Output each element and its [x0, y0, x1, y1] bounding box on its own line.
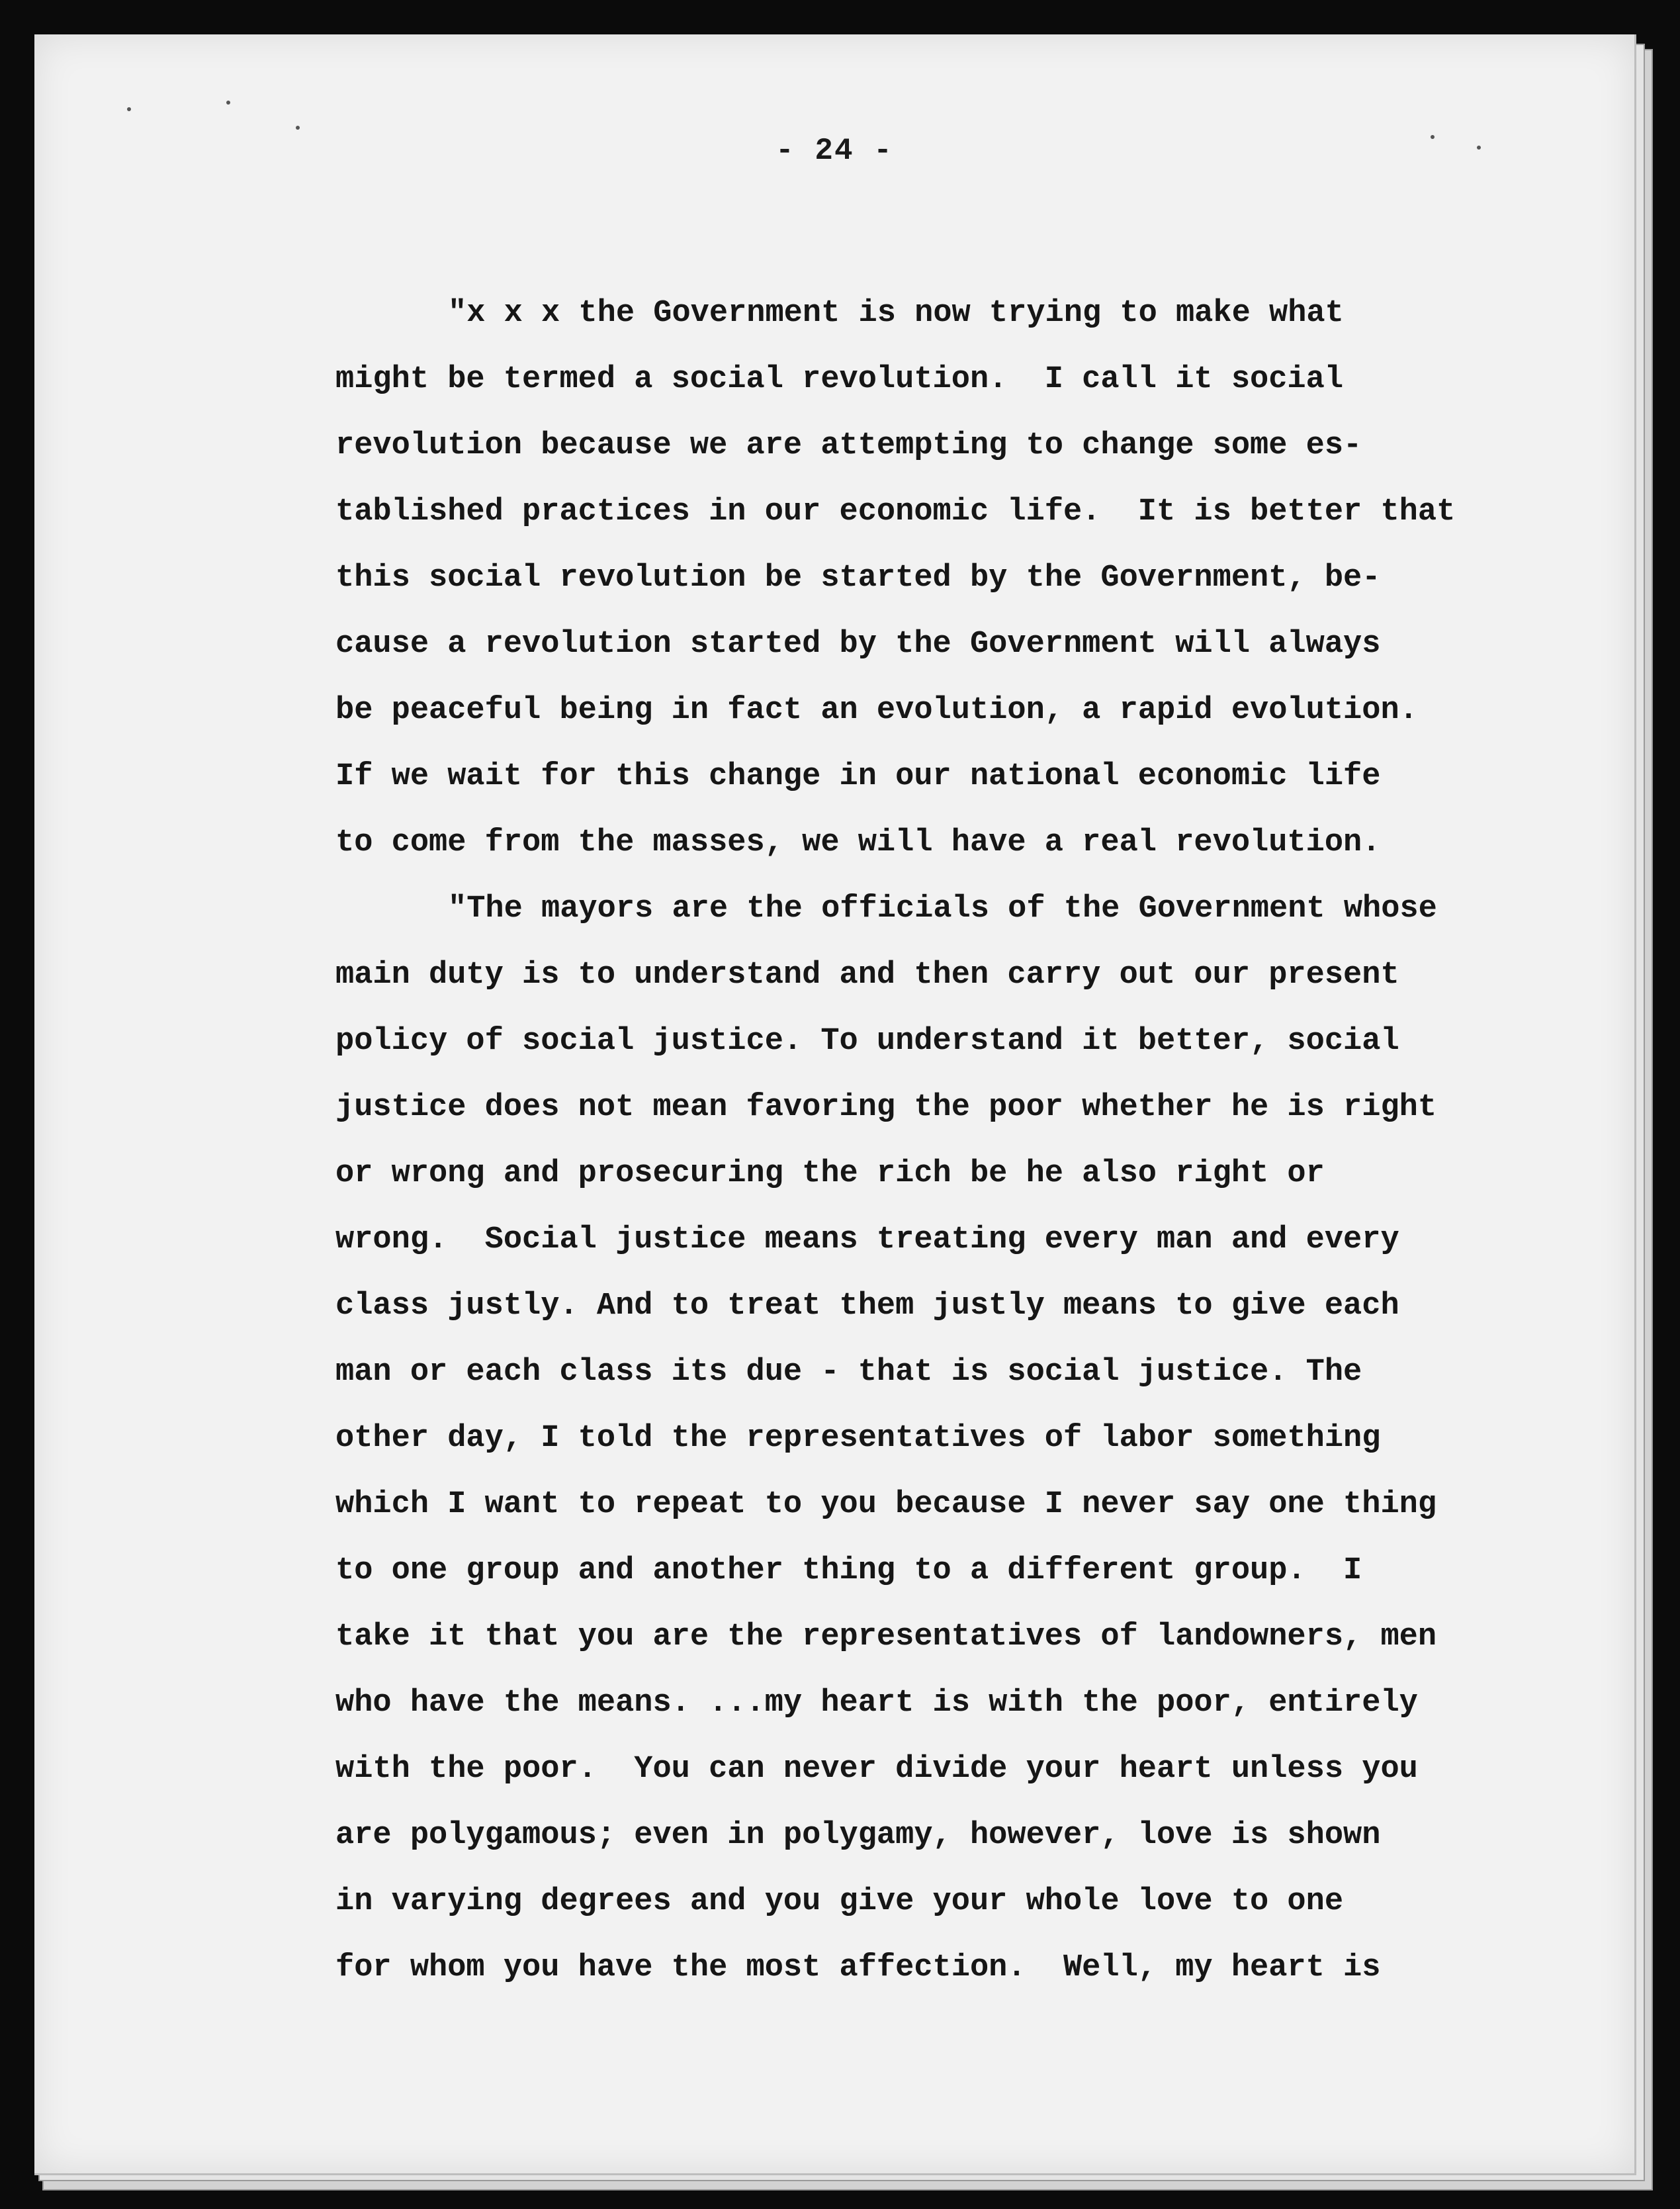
text-line: to one group and another thing to a different group. I — [335, 1553, 1362, 1588]
text-line: main duty is to understand and then carry out our present — [335, 958, 1399, 993]
text-line: class justly. And to treat them justly means to give each — [335, 1288, 1399, 1324]
text-line: other day, I told the representatives of labor something — [335, 1421, 1381, 1456]
text-line: this social revolution be started by the Government, be- — [335, 561, 1381, 596]
text-line: "x x x the Government is now trying to make what — [448, 296, 1344, 331]
text-line: in varying degrees and you give your whole love to one — [335, 1884, 1344, 1919]
text-line: tablished practices in our economic life. It is better that — [335, 494, 1456, 529]
text-line: with the poor. You can never divide your heart unless you — [335, 1752, 1418, 1787]
text-line: which I want to repeat to you because I never say one thing — [335, 1487, 1437, 1522]
text-line: for whom you have the most affection. Well, my heart is — [335, 1950, 1381, 1985]
text-line: policy of social justice. To understand it better, social — [335, 1024, 1399, 1059]
document-page — [34, 34, 1636, 2175]
text-line: be peaceful being in fact an evolution, a rapid evolution. — [335, 693, 1418, 728]
text-line: are polygamous; even in polygamy, however, love is shown — [335, 1818, 1381, 1853]
text-line: to come from the masses, we will have a real revolution. — [335, 825, 1381, 860]
text-line: revolution because we are attempting to change some es- — [335, 428, 1362, 463]
text-line: wrong. Social justice means treating every man and every — [335, 1222, 1399, 1257]
scan-speck — [226, 101, 230, 105]
text-line: justice does not mean favoring the poor whether he is right — [335, 1090, 1437, 1125]
text-line: who have the means. ...my heart is with the poor, entirely — [335, 1686, 1418, 1721]
text-line: "The mayors are the officials of the Government whose — [448, 891, 1437, 926]
scan-speck — [127, 107, 131, 111]
text-line: If we wait for this change in our national economic life — [335, 759, 1381, 794]
page-number: - 24 - — [775, 134, 893, 168]
text-line: might be termed a social revolution. I call it social — [335, 362, 1344, 397]
text-line: man or each class its due - that is social justice. The — [335, 1355, 1362, 1390]
scan-speck — [296, 126, 300, 130]
text-line: or wrong and prosecuring the rich be he also right or — [335, 1156, 1325, 1191]
body-text — [335, 281, 1593, 2001]
text-line: cause a revolution started by the Government will always — [335, 627, 1381, 662]
text-line: take it that you are the representatives of landowners, men — [335, 1619, 1437, 1654]
